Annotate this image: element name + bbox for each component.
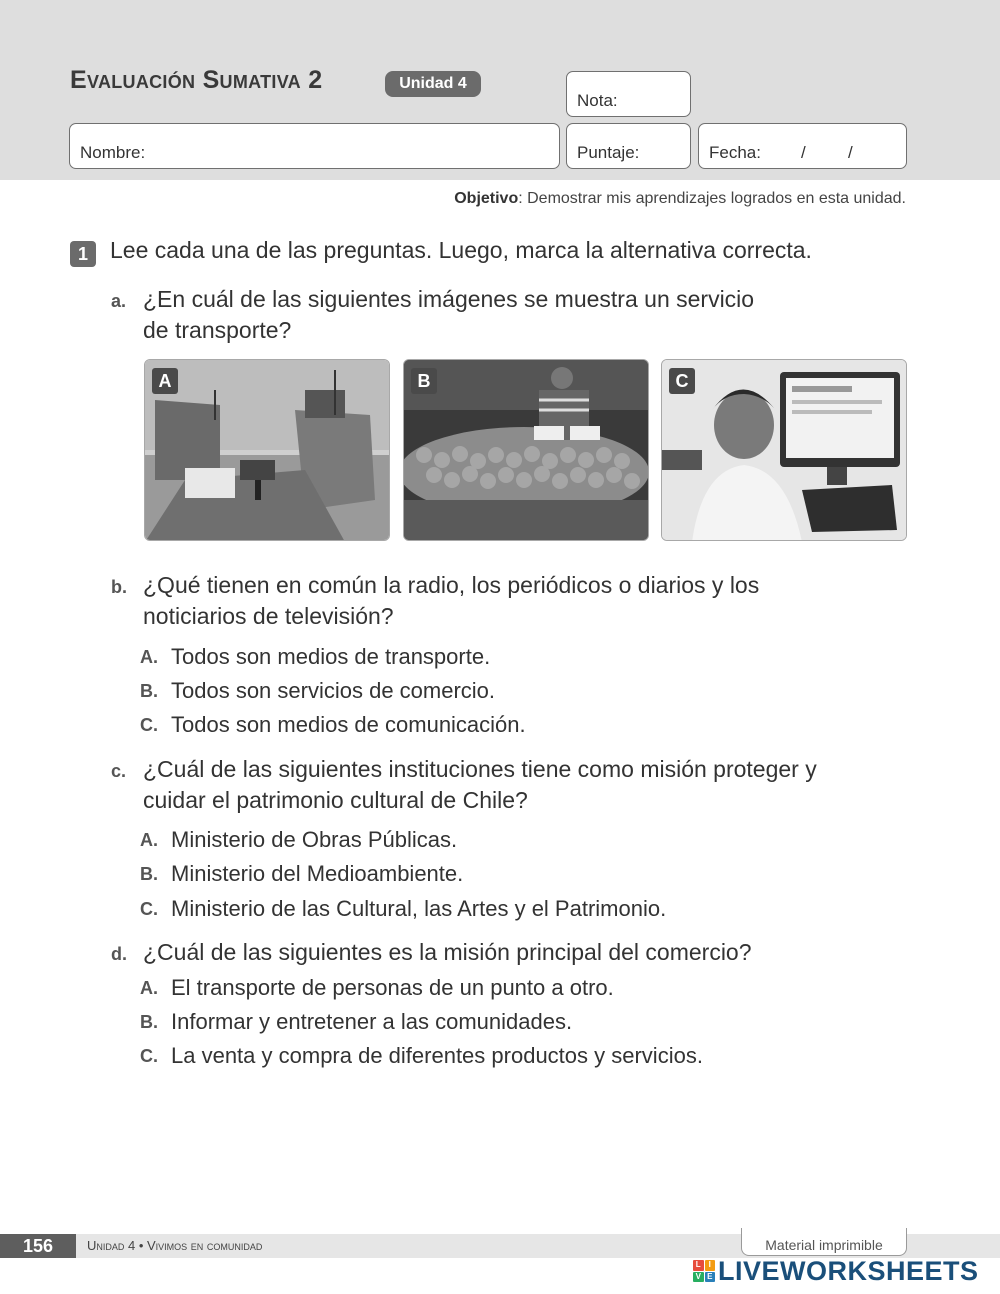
option-letter: A.: [140, 830, 158, 850]
option-letter: B.: [140, 1012, 158, 1032]
unit-badge: Unidad 4: [385, 71, 481, 97]
image-label-b: B: [411, 368, 437, 394]
fecha-separator: /: [801, 143, 806, 162]
image-option-b[interactable]: [403, 359, 649, 541]
printable-tag: Material imprimible: [741, 1228, 907, 1256]
option-letter: C.: [140, 715, 158, 735]
item-letter-c: c.: [111, 761, 127, 781]
fecha-field[interactable]: [698, 123, 907, 169]
image-label-c: C: [669, 368, 695, 394]
puntaje-label: Puntaje:: [577, 143, 640, 162]
option-letter: B.: [140, 681, 158, 701]
market-photo: [404, 360, 649, 541]
item-letter-b: b.: [111, 577, 127, 597]
nota-field[interactable]: [566, 71, 691, 117]
logo-letter: E: [705, 1272, 716, 1283]
puntaje-field[interactable]: [566, 123, 691, 169]
question-line: ¿En cuál de las siguientes imágenes se muestra un servicio: [143, 286, 755, 312]
option-b-c[interactable]: Todos son medios de comunicación.: [171, 712, 526, 737]
ferry-photo: [145, 360, 390, 541]
page-number: 156: [0, 1234, 76, 1258]
option-letter: C.: [140, 899, 158, 919]
option-c-c[interactable]: Ministerio de las Cultural, las Artes y el Patrimonio.: [171, 896, 667, 921]
image-label-a: A: [152, 368, 178, 394]
item-letter-a: a.: [111, 291, 127, 311]
item-c-question: [143, 754, 817, 816]
logo-letter: L: [693, 1260, 704, 1271]
nota-label: Nota:: [577, 91, 618, 110]
option-letter: B.: [140, 864, 158, 884]
question-line: noticiarios de televisión?: [143, 603, 394, 629]
option-c-a[interactable]: Ministerio de Obras Públicas.: [171, 827, 458, 852]
option-c-b[interactable]: Ministerio del Medioambiente.: [171, 861, 464, 886]
question-number: 1: [70, 241, 96, 267]
option-letter: A.: [140, 978, 158, 998]
question-line: ¿Cuál de las siguientes instituciones tiene como misión proteger y: [143, 756, 817, 782]
question-line: ¿Cuál de las siguientes es la misión principal del comercio?: [143, 939, 752, 965]
item-b-question: [143, 570, 759, 632]
question-line: de transporte?: [143, 317, 292, 343]
item-letter-d: d.: [111, 944, 127, 964]
fecha-label: Fecha:: [709, 143, 761, 162]
objective: [454, 190, 906, 208]
logo-letter: V: [693, 1272, 704, 1283]
option-letter: A.: [140, 647, 158, 667]
item-a-question: [143, 284, 754, 346]
option-d-c[interactable]: La venta y compra de diferentes productos y servicios.: [171, 1043, 703, 1068]
image-option-c[interactable]: [661, 359, 907, 541]
objective-label: Objetivo: [454, 190, 519, 207]
question-instruction: Lee cada una de las preguntas. Luego, marca la alternativa correcta.: [110, 237, 812, 263]
option-b-a[interactable]: Todos son medios de transporte.: [171, 644, 491, 669]
objective-text: : Demostrar mis aprendizajes logrados en esta unidad.: [518, 190, 906, 207]
option-d-b[interactable]: Informar y entretener a las comunidades.: [171, 1009, 573, 1034]
fecha-separator: /: [848, 143, 853, 162]
option-b-b[interactable]: Todos son servicios de comercio.: [171, 678, 496, 703]
nombre-field[interactable]: [69, 123, 560, 169]
question-line: cuidar el patrimonio cultural de Chile?: [143, 787, 528, 813]
nombre-label: Nombre:: [80, 143, 146, 162]
image-option-a[interactable]: [144, 359, 390, 541]
computer-photo: [662, 360, 907, 541]
option-d-a[interactable]: El transporte de personas de un punto a otro.: [171, 975, 614, 1000]
page-title: Evaluación Sumativa 2: [70, 66, 323, 94]
logo-letter: I: [705, 1260, 716, 1271]
logo-grid-icon: [693, 1260, 715, 1282]
logo-text: LIVEWORKSHEETS: [718, 1256, 979, 1286]
item-d-question: [143, 937, 752, 968]
footer-unit-text: Unidad 4 • Vivimos en comunidad: [87, 1238, 263, 1253]
question-line: ¿Qué tienen en común la radio, los periódicos o diarios y los: [143, 572, 760, 598]
option-letter: C.: [140, 1046, 158, 1066]
